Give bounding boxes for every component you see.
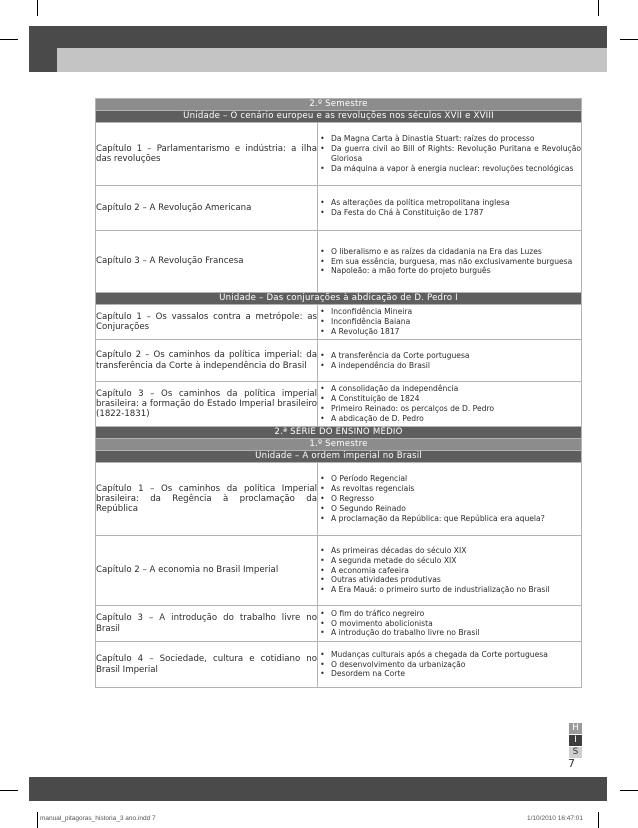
topic-item: • A introdução do trabalho livre no Brasil: [318, 628, 581, 638]
semester-header: 2.º Semestre: [96, 99, 582, 111]
topic-item: • Inconfidência Baiana: [318, 317, 581, 327]
topic-item: • A consolidação da independência: [318, 384, 581, 394]
topic-item: • As primeiras décadas do século XIX: [318, 546, 581, 556]
footer-band: [29, 777, 607, 801]
topic-item: • A transferência da Corte portuguesa: [318, 351, 581, 361]
topics-cell: [318, 536, 582, 606]
table-row: [96, 305, 582, 340]
header-band-dark: [29, 26, 607, 48]
topic-item: • O liberalismo e as raízes da cidadania na Era das Luzes: [318, 247, 581, 257]
subject-letter: H: [569, 723, 582, 734]
crop-mark: [620, 790, 638, 791]
crop-mark: [37, 812, 38, 828]
semester-header: 1.º Semestre: [96, 439, 582, 451]
topic-item: • Napoleão: a mão forte do projeto burguês: [318, 266, 581, 276]
footer-filename: manual_pitagoras_historia_3 ano.indd 7: [40, 815, 156, 822]
chapter-cell: Capítulo 4 – Sociedade, cultura e cotidiano no Brasil Imperial: [96, 642, 318, 688]
topics-cell: [318, 231, 582, 293]
crop-mark: [620, 39, 638, 40]
topics-cell: [318, 305, 582, 340]
subject-letter: I: [569, 735, 582, 746]
chapter-cell: Capítulo 3 – A Revolução Francesa: [96, 231, 318, 293]
topic-item: • Da Magna Carta à Dinastia Stuart: raízes do processo: [318, 134, 581, 144]
unit-header: Unidade – A ordem imperial no Brasil: [96, 451, 582, 463]
topics-cell: [318, 186, 582, 231]
table-row: [96, 463, 582, 536]
topic-item: • A economia cafeeira: [318, 566, 581, 576]
page-number: 7: [568, 757, 575, 770]
topic-item: • O fim do tráfico negreiro: [318, 609, 581, 619]
topic-item: • O desenvolvimento da urbanização: [318, 660, 581, 670]
chapter-cell: Capítulo 2 – Os caminhos da política imperial: da transferência da Corte à independência do Brasil: [96, 340, 318, 382]
topic-item: • As revoltas regenciais: [318, 484, 581, 494]
topic-item: • Outras atividades produtivas: [318, 575, 581, 585]
topic-item: • Desordem na Corte: [318, 669, 581, 679]
header-band-light: [29, 48, 607, 72]
chapter-cell: Capítulo 3 – Os caminhos da política imperial brasileira: a formação do Estado Imperial brasileiro (1822-1831): [96, 382, 318, 427]
chapter-cell: Capítulo 2 – A economia no Brasil Imperial: [96, 536, 318, 606]
topics-cell: [318, 463, 582, 536]
topic-item: • A abdicação de D. Pedro: [318, 414, 581, 424]
topics-cell: [318, 340, 582, 382]
topic-item: • O Regresso: [318, 494, 581, 504]
topic-item: • A segunda metade do século XIX: [318, 556, 581, 566]
topic-item: • Da guerra civil ao Bill of Rights: Revolução Puritana e Revolução Gloriosa: [318, 144, 581, 164]
table-row: [96, 231, 582, 293]
table-row: [96, 340, 582, 382]
topic-item: • Da Festa do Chá à Constituição de 1787: [318, 208, 581, 218]
topic-item: • As alterações da política metropolitana inglesa: [318, 198, 581, 208]
topic-item: • A Constituição de 1824: [318, 394, 581, 404]
chapter-cell: Capítulo 3 – A introdução do trabalho livre no Brasil: [96, 606, 318, 642]
topics-cell: [318, 642, 582, 688]
topic-item: • Mudanças culturais após a chegada da Corte portuguesa: [318, 650, 581, 660]
chapter-cell: Capítulo 1 – Parlamentarismo e indústria: a ilha das revoluções: [96, 123, 318, 186]
table-row: [96, 536, 582, 606]
chapter-cell: Capítulo 1 – Os vassalos contra a metrópole: as Conjurações: [96, 305, 318, 340]
subject-tab: [569, 723, 582, 759]
topic-item: • A Revolução 1817: [318, 327, 581, 337]
footer-timestamp: 1/10/2010 16:47:01: [527, 815, 584, 822]
topic-item: • Da máquina a vapor à energia nuclear: revoluções tecnológicas: [318, 164, 581, 174]
chapter-cell: Capítulo 2 – A Revolução Americana: [96, 186, 318, 231]
topics-cell: [318, 123, 582, 186]
unit-header: Unidade – O cenário europeu e as revoluções nos séculos XVII e XVIII: [96, 111, 582, 123]
topic-item: • Inconfidência Mineira: [318, 307, 581, 317]
topic-item: • O Período Regencial: [318, 474, 581, 484]
table-row: [96, 186, 582, 231]
crop-mark: [0, 790, 18, 791]
topic-item: • Primeiro Reinado: os percalços de D. Pedro: [318, 404, 581, 414]
topic-item: • O Segundo Reinado: [318, 504, 581, 514]
unit-header: Unidade – Das conjurações à abdicação de D. Pedro I: [96, 293, 582, 305]
topic-item: • Em sua essência, burguesa, mas não exclusivamente burguesa: [318, 257, 581, 267]
table-row: [96, 642, 582, 688]
topic-item: • O movimento abolicionista: [318, 619, 581, 629]
curriculum-table: [95, 98, 582, 688]
topics-cell: [318, 606, 582, 642]
topics-cell: [318, 382, 582, 427]
topic-item: • A proclamação da República: que República era aquela?: [318, 514, 581, 524]
table-row: [96, 382, 582, 427]
serie-header: 2.ª SÉRIE DO ENSINO MÉDIO: [96, 427, 582, 439]
header-band-left: [29, 26, 57, 72]
crop-mark: [37, 0, 38, 16]
crop-mark: [0, 39, 18, 40]
topic-item: • A independência do Brasil: [318, 361, 581, 371]
crop-mark: [598, 812, 599, 828]
table-row: [96, 606, 582, 642]
topic-item: • A Era Mauá: o primeiro surto de industrialização no Brasil: [318, 585, 581, 595]
subject-letter: S: [569, 747, 582, 758]
chapter-cell: Capítulo 1 – Os caminhos da política Imperial brasileira: da Regência à proclamação da República: [96, 463, 318, 536]
table-row: [96, 123, 582, 186]
crop-mark: [598, 0, 599, 16]
